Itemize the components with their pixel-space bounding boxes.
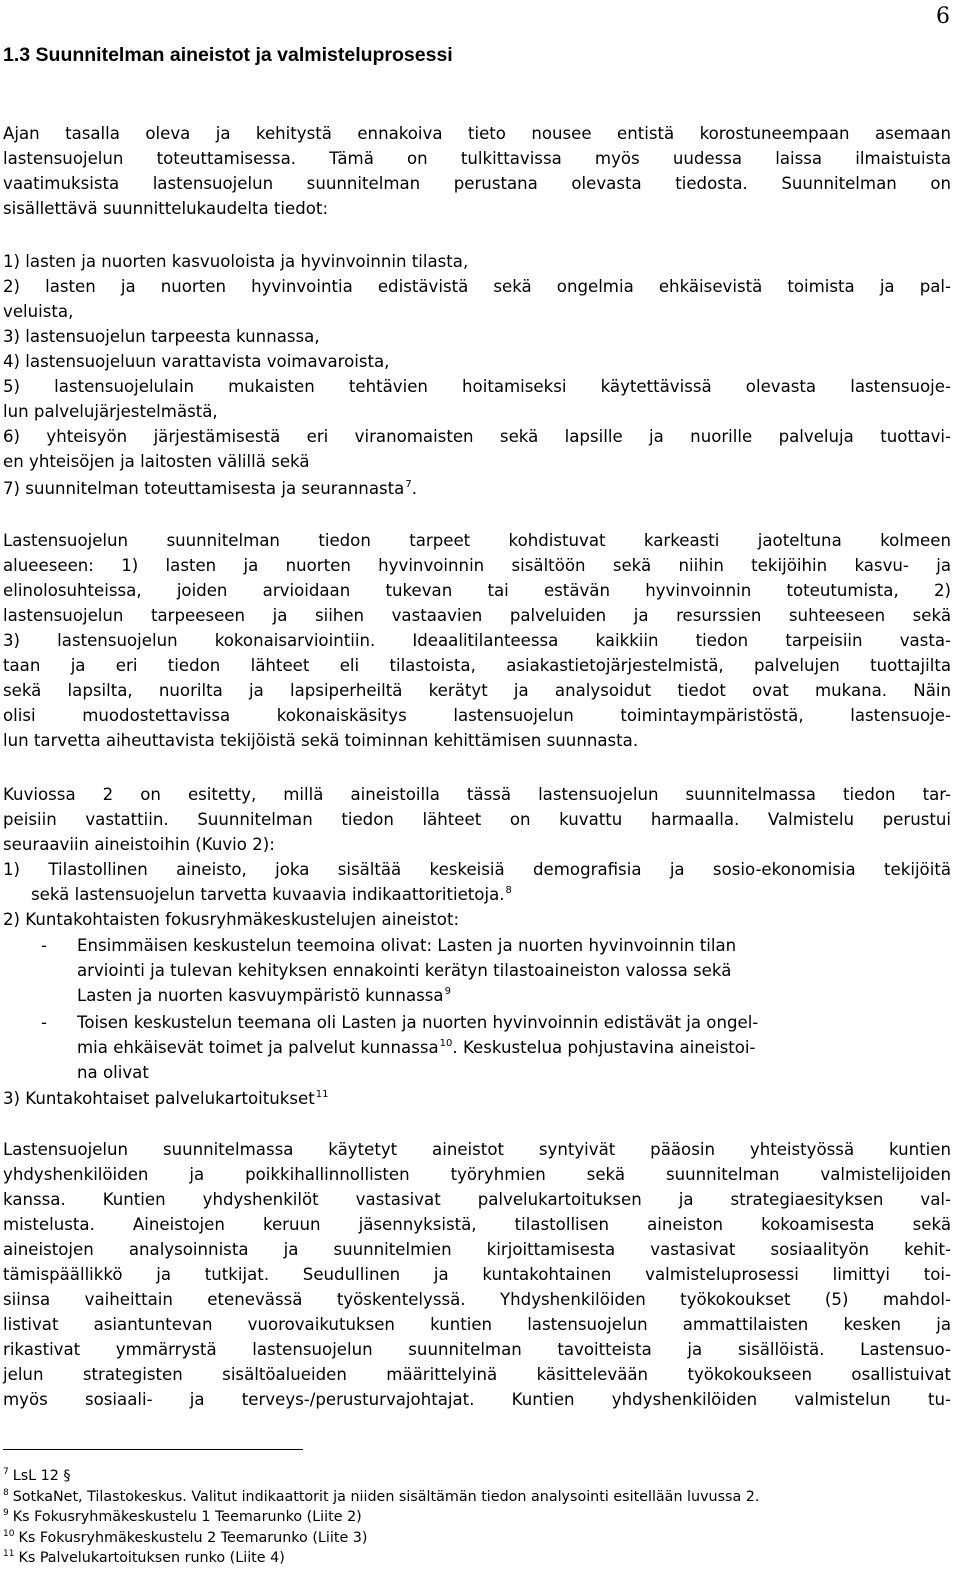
text-line: rikastivat ymmärrystä lastensuojelun suunnitelman tavoitteista ja sisällöistä. Lastensuo- bbox=[3, 1340, 951, 1359]
sub-list-item-continuation bbox=[77, 983, 451, 1008]
page-number: 6 bbox=[936, 4, 950, 29]
text-line: seuraaviin aineistoihin (Kuvio 2): bbox=[3, 835, 275, 854]
sub-list-item-continuation: na olivat bbox=[77, 1063, 149, 1082]
footnote-number: 8 bbox=[3, 1488, 9, 1498]
footnote-text: LsL 12 § bbox=[12, 1468, 71, 1484]
sub-list-item-continuation bbox=[77, 1035, 755, 1060]
text-line: kanssa. Kuntien yhdyshenkilöt vastasivat palvelukartoituksen ja strategiaesityksen val- bbox=[3, 1190, 951, 1209]
footnote-text: Ks Fokusryhmäkeskustelu 1 Teemarunko (Liite 2) bbox=[12, 1509, 362, 1525]
text-line: peisiin vastattiin. Suunnitelman tiedon lähteet on kuvattu harmaalla. Valmistelu perustui bbox=[3, 810, 951, 829]
text-line: mistelusta. Aineistojen keruun jäsennyksistä, tilastollisen aineiston kokoamisesta sekä bbox=[3, 1215, 951, 1234]
list-item: 6) yhteisyön järjestämisestä eri viranomaisten sekä lapsille ja nuorille palveluja tuottavi- bbox=[3, 427, 951, 446]
text-line: Lastensuojelun suunnitelman tiedon tarpeet kohdistuvat karkeasti jaoteltuna kolmeen bbox=[3, 531, 951, 550]
text-line: lastensuojelun tarpeeseen ja siihen vastaavien palveluiden ja resurssien suhteeseen sekä bbox=[3, 606, 951, 625]
list-item: 1) Tilastollinen aineisto, joka sisältää keskeisiä demografisia ja sosio-ekonomisia tekijöitä bbox=[3, 860, 951, 879]
list-item-continuation: lun palvelujärjestelmästä, bbox=[3, 402, 218, 421]
list-item-suffix: . bbox=[411, 479, 417, 498]
sub-list-item-continuation: arviointi ja tulevan kehityksen ennakointi kerätyn tilastoaineiston valossa sekä bbox=[77, 961, 732, 980]
text-line: lastensuojelun toteuttamisessa. Tämä on tulkittavissa myös uudessa laissa ilmaistuista bbox=[3, 149, 951, 168]
text-line: listivat asiantuntevan vuorovaikutuksen kuntien lastensuojelun ammattilaisten kesken ja bbox=[3, 1315, 951, 1334]
footnote bbox=[3, 1528, 367, 1548]
footnote-text: SotkaNet, Tilastokeskus. Valitut indikaattorit ja niiden sisältämän tiedon analysointi esitellään luvussa 2. bbox=[12, 1489, 760, 1505]
text-line: siinsa vaiheittain etenevässä työskentelyssä. Yhdyshenkilöiden työkokoukset (5) mahdol- bbox=[3, 1290, 951, 1309]
text-line: alueeseen: 1) lasten ja nuorten hyvinvoinnin sisältöön sekä niihin tekijöihin kasvu- ja bbox=[3, 556, 951, 575]
text-line: Lastensuojelun suunnitelmassa käytetyt aineistot syntyivät pääosin yhteistyössä kuntien bbox=[3, 1140, 951, 1159]
footnote-text: Ks Palvelukartoituksen runko (Liite 4) bbox=[18, 1550, 285, 1566]
footnote bbox=[3, 1487, 759, 1507]
bullet-dash: - bbox=[41, 936, 47, 955]
list-item: 4) lastensuojeluun varattavista voimavaroista, bbox=[3, 352, 390, 371]
footnote-number: 10 bbox=[3, 1529, 15, 1539]
sub-list-item: Toisen keskustelun teemana oli Lasten ja nuorten hyvinvoinnin edistävät ja ongel- bbox=[77, 1013, 759, 1032]
text-line: lun tarvetta aiheuttavista tekijöistä sekä toiminnan kehittämisen suunnasta. bbox=[3, 731, 639, 750]
text-line: sisällettävä suunnittelukaudelta tiedot: bbox=[3, 199, 329, 218]
text-line: jelun strategisten sisältöalueiden määrittelyinä käsittelevään työkokoukseen osallistuivat bbox=[3, 1365, 951, 1384]
text-line: Ajan tasalla oleva ja kehitystä ennakoiva tieto nousee entistä korostuneempaan asemaan bbox=[3, 124, 951, 143]
text-line: 3) lastensuojelun kokonaisarviointiin. Ideaalitilanteessa kaikkiin tiedon tarpeisiin vasta- bbox=[3, 631, 951, 650]
list-item bbox=[3, 1086, 328, 1111]
text-line: yhdyshenkilöiden ja poikkihallinnollisten työryhmien sekä suunnitelman valmistelijoiden bbox=[3, 1165, 951, 1184]
list-item-continuation: veluista, bbox=[3, 302, 74, 321]
list-item: 2) Kuntakohtaisten fokusryhmäkeskustelujen aineistot: bbox=[3, 910, 460, 929]
text-line: Kuviossa 2 on esitetty, millä aineistoilla tässä lastensuojelun suunnitelmassa tiedon tar- bbox=[3, 785, 951, 804]
list-item: 3) lastensuojelun tarpeesta kunnassa, bbox=[3, 327, 320, 346]
footnote-number: 9 bbox=[3, 1508, 9, 1518]
text-line: olisi muodostettavissa kokonaiskäsitys lastensuojelun toimintaympäristöstä, lastensuoje- bbox=[3, 706, 951, 725]
text-line: taan ja eri tiedon lähteet eli tilastoista, asiakastietojärjestelmistä, palvelujen tuottajilta bbox=[3, 656, 951, 675]
text-line: tämispäällikkö ja tutkijat. Seudullinen ja kuntakohtainen valmisteluprosessi limittyi toi- bbox=[3, 1265, 951, 1284]
list-item-text: 3) Kuntakohtaiset palvelukartoitukset bbox=[3, 1089, 315, 1108]
footnote-ref[interactable]: 8 bbox=[505, 885, 512, 896]
footnote-ref[interactable]: 9 bbox=[444, 986, 451, 997]
sub-list-item: Ensimmäisen keskustelun teemoina olivat: Lasten ja nuorten hyvinvoinnin tilan bbox=[77, 936, 737, 955]
sub-list-item-text: Lasten ja nuorten kasvuympäristö kunnassa bbox=[77, 986, 444, 1005]
bullet-dash: - bbox=[41, 1013, 47, 1032]
list-item-continuation bbox=[31, 882, 512, 907]
footnote-ref[interactable]: 11 bbox=[315, 1089, 329, 1100]
sub-list-item-text: . Keskustelua pohjustavina aineistoi- bbox=[452, 1038, 756, 1057]
footnote-ref[interactable]: 7 bbox=[405, 479, 412, 490]
footnote-number: 11 bbox=[3, 1549, 15, 1559]
text-line: sekä lapsilta, nuorilta ja lapsiperheiltä kerätyt ja analysoidut tiedot ovat mukana. Näin bbox=[3, 681, 951, 700]
list-item bbox=[3, 476, 417, 501]
sub-list-item-text: mia ehkäisevät toimet ja palvelut kunnassa bbox=[77, 1038, 439, 1057]
list-item-text: 7) suunnitelman toteuttamisesta ja seurannasta bbox=[3, 479, 405, 498]
list-item-text: sekä lastensuojelun tarvetta kuvaavia indikaattoritietoja. bbox=[31, 885, 505, 904]
footnote-divider bbox=[3, 1449, 303, 1450]
list-item: 1) lasten ja nuorten kasvuoloista ja hyvinvoinnin tilasta, bbox=[3, 252, 469, 271]
footnote bbox=[3, 1507, 362, 1527]
footnote bbox=[3, 1466, 71, 1486]
list-item: 2) lasten ja nuorten hyvinvointia edistävistä sekä ongelmia ehkäisevistä toimista ja pal- bbox=[3, 277, 951, 296]
text-line: vaatimuksista lastensuojelun suunnitelman perustana olevasta tiedosta. Suunnitelman on bbox=[3, 174, 951, 193]
text-line: elinolosuhteissa, joiden arvioidaan tukevan tai estävän hyvinvoinnin toteutumista, 2) bbox=[3, 581, 951, 600]
list-item: 5) lastensuojelulain mukaisten tehtävien hoitamiseksi käytettävissä olevasta lastensuoje- bbox=[3, 377, 951, 396]
footnote-ref[interactable]: 10 bbox=[439, 1038, 453, 1049]
list-item-continuation: en yhteisöjen ja laitosten välillä sekä bbox=[3, 452, 310, 471]
text-line: myös sosiaali- ja terveys-/perusturvajohtajat. Kuntien yhdyshenkilöiden valmistelun tu- bbox=[3, 1390, 951, 1409]
footnote bbox=[3, 1548, 285, 1568]
footnote-text: Ks Fokusryhmäkeskustelu 2 Teemarunko (Liite 3) bbox=[18, 1530, 368, 1546]
text-line: aineistojen analysoinnista ja suunnitelmien kirjoittamisesta vastasivat sosiaalityön kehit- bbox=[3, 1240, 951, 1259]
footnote-number: 7 bbox=[3, 1467, 9, 1477]
section-heading: 1.3 Suunnitelman aineistot ja valmisteluprosessi bbox=[3, 44, 453, 66]
